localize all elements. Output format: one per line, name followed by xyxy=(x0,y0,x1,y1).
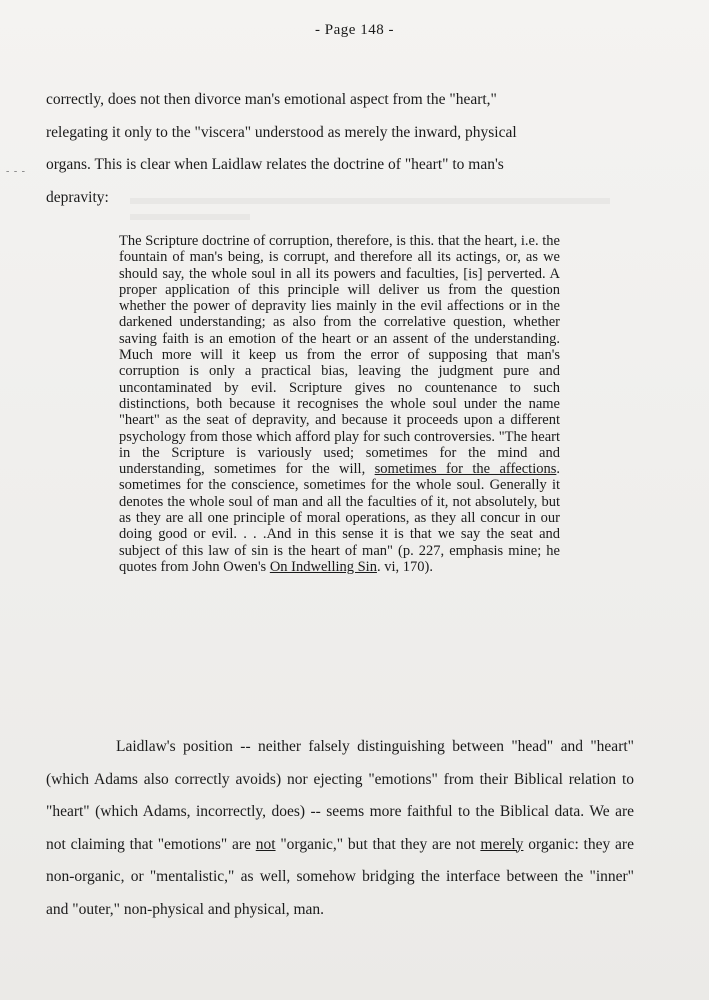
paragraph-2-text-b: "organic," but that they are not xyxy=(275,835,481,853)
paragraph-1-line-3: organs. This is clear when Laidlaw relates the doctrine of "heart" to man's xyxy=(46,156,504,173)
paragraph-1-line-2: relegating it only to the "viscera" understood as merely the inward, physical xyxy=(46,123,517,141)
paragraph-2-text-a: Laidlaw's position -- neither falsely distinguishing between "head" and "heart" (which Adams also correctly avoids) nor ejecting "emotions" from their Biblical relation to "heart" (which Adams, incorrectly, does) -- seems more faithful to the Biblical data. We are not claiming that "emotions" are xyxy=(46,738,634,853)
quote-text-3: . vi, 170). xyxy=(376,558,433,575)
page-number: - Page 148 - xyxy=(315,22,394,38)
margin-mark: - - - xyxy=(6,166,26,177)
quote-underline-affections: sometimes for the affections xyxy=(374,461,557,478)
paragraph-2-underline-not: not xyxy=(255,835,276,853)
quote-underline-book-title: On Indwelling Sin xyxy=(269,558,377,575)
paragraph-1-line-1: correctly, does not then divorce man's emotional aspect from the "heart," xyxy=(46,91,497,108)
paragraph-2-text-c: organic: they are non-organic, or "mentalistic," as well, somehow bridging the interface between the "inner" and "outer," non-physical and physical, man. xyxy=(46,835,634,918)
paragraph-1-line-4: depravity: xyxy=(46,188,109,206)
block-quote xyxy=(119,233,560,575)
paragraph-2-underline-merely: merely xyxy=(480,835,524,853)
quote-text-2: . sometimes for the conscience, sometimes for the whole soul. Generally it denotes the whole soul of man and all the faculties of it, not absolutely, but as they are all one principle of moral operations, as they all concur in our doing good or evil. . . .And in this sense it is that we say the seat and subject of this law of sin is the heart of man" (p. 227, emphasis mine; he quotes from John Owen's xyxy=(119,461,561,575)
paragraph-2 xyxy=(46,731,634,926)
paragraph-1 xyxy=(46,84,634,214)
quote-text-1: The Scripture doctrine of corruption, therefore, is this. that the heart, i.e. the fountain of man's being, is corrupt, and therefore all its actings, or, as we should say, the whole soul in all its powers and faculties, [is] perverted. A proper application of this principle will deliver us from the question whether the power of depravity lies mainly in the evil affections or in the darkened understanding; as also from the correlative question, whether saving faith is an emotion of the heart or an assent of the understanding. Much more will it keep us from the error of supposing that man's corruption is only a practical bias, leaving the judgment pure and uncontaminated by evil. Scripture gives no countenance to such distinctions, both because it recognises the whole soul under the name "heart" as the seat of depravity, and because it proceeds upon a different psychology from those which afford play for such controversies. "The heart in the Scripture is variously used; sometimes for the mind and understanding, sometimes for the will, xyxy=(119,233,560,478)
